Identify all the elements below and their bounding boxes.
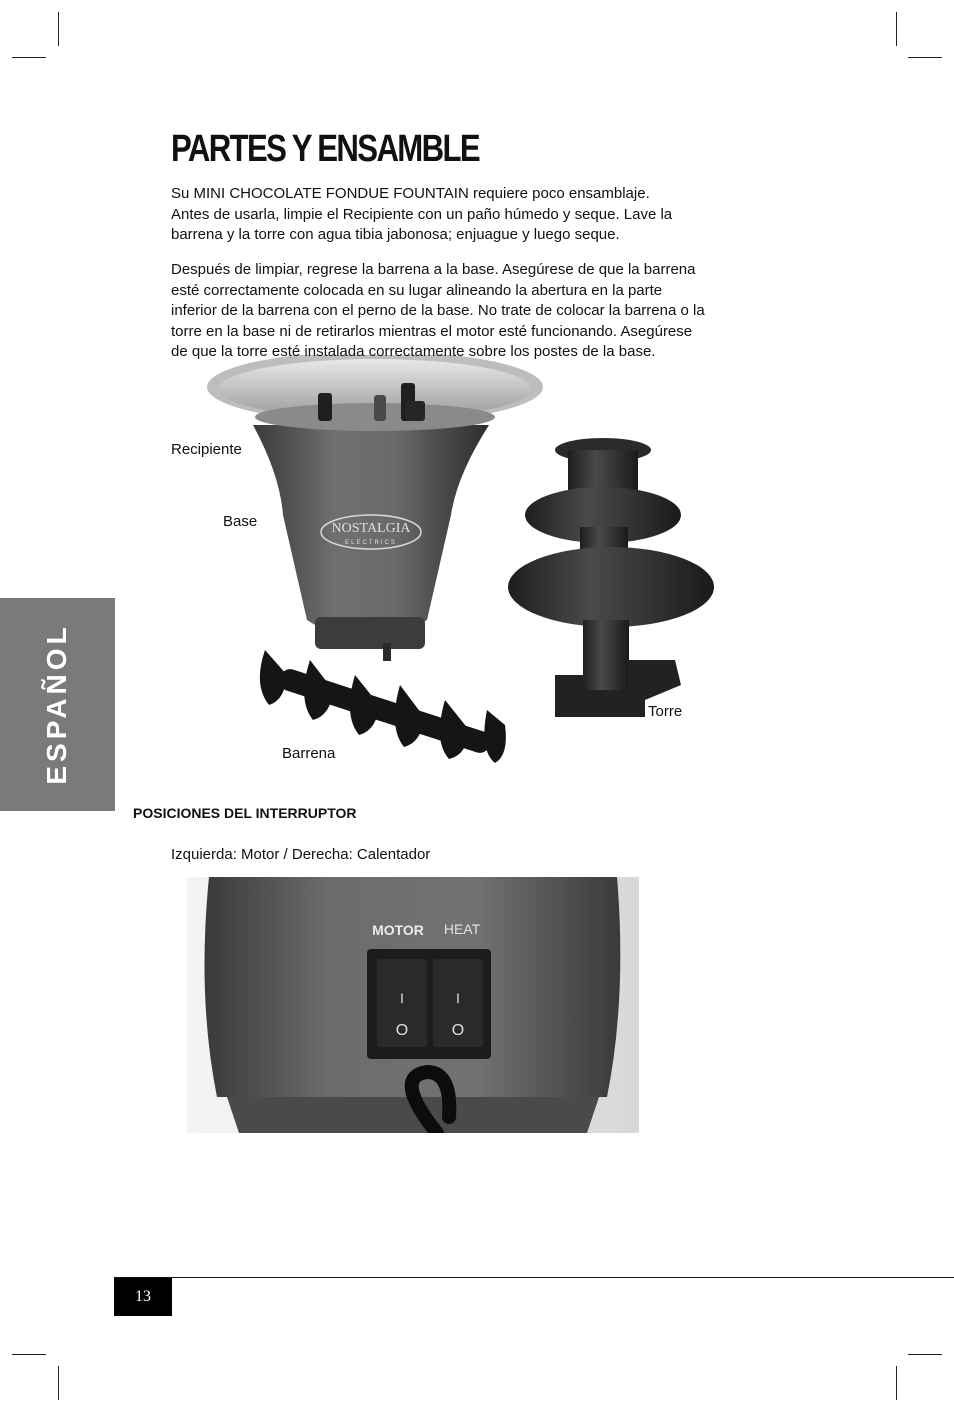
- assembly-line: inferior de la barrena con el perno de la base. No trate de colocar la barrena o la: [171, 302, 705, 319]
- footer-rule: [114, 1277, 954, 1278]
- switch-photo: [187, 877, 639, 1133]
- switch-label-motor: MOTOR: [372, 922, 424, 938]
- base-post: [405, 401, 425, 421]
- assembly-line: esté correctamente colocada en su lugar alineando la abertura en la parte: [171, 281, 663, 299]
- motor-on-mark: I: [400, 990, 404, 1006]
- tower-stem: [583, 620, 629, 690]
- motor-off-mark: O: [395, 1022, 409, 1039]
- crop-mark: [58, 12, 59, 46]
- crop-mark: [12, 1354, 46, 1355]
- crop-mark: [908, 57, 942, 58]
- assembly-line: torre en la base ni de retirarlos mientras el motor esté funcionando. Asegúrese: [171, 322, 693, 340]
- intro-line: Antes de usarla, limpie el Recipiente con un paño húmedo y seque. Lave la: [171, 205, 673, 223]
- crop-mark: [908, 1354, 942, 1355]
- switch-caption: Izquierda: Motor / Derecha: Calentador: [171, 846, 431, 863]
- intro-line: barrena y la torre con agua tibia jabonosa; enjuague y luego seque.: [171, 226, 620, 243]
- base-foot: [315, 617, 425, 649]
- base-post: [374, 395, 386, 421]
- logo-sub: ELECTRICS: [345, 540, 397, 546]
- intro-line: Su MINI CHOCOLATE FONDUE FOUNTAIN requiere poco ensamblaje.: [171, 185, 650, 202]
- page-title: PARTES Y ENSAMBLE: [171, 128, 480, 170]
- label-recipiente: Recipiente: [171, 441, 242, 458]
- crop-mark: [58, 1366, 59, 1400]
- base-pin: [383, 643, 391, 661]
- parts-photo: [205, 355, 725, 765]
- heat-on-mark: I: [456, 990, 460, 1006]
- crop-mark: [896, 1366, 897, 1400]
- intro-paragraph: [171, 184, 741, 246]
- crop-mark: [896, 12, 897, 46]
- label-base: Base: [223, 513, 258, 530]
- logo-brand: NOSTALGIA: [331, 521, 411, 536]
- base-post: [318, 393, 332, 421]
- page-number: 13: [114, 1278, 172, 1316]
- language-tab: [0, 598, 115, 811]
- assembly-line: Después de limpiar, regrese la barrena a la base. Asegúrese de que la barrena: [171, 261, 696, 278]
- assembly-paragraph: [171, 260, 741, 363]
- assembly-line: de que la torre esté instalada correctamente sobre los postes de la base.: [171, 343, 656, 360]
- label-torre: Torre: [648, 703, 683, 720]
- tower-tier-lower: [508, 547, 714, 627]
- label-barrena: Barrena: [282, 745, 336, 762]
- switch-section-heading: POSICIONES DEL INTERRUPTOR: [133, 805, 357, 821]
- switch-label-heat: HEAT: [443, 921, 481, 937]
- language-tab-label: ESPAÑOL: [41, 623, 72, 785]
- heat-off-mark: O: [451, 1022, 465, 1039]
- crop-mark: [12, 57, 46, 58]
